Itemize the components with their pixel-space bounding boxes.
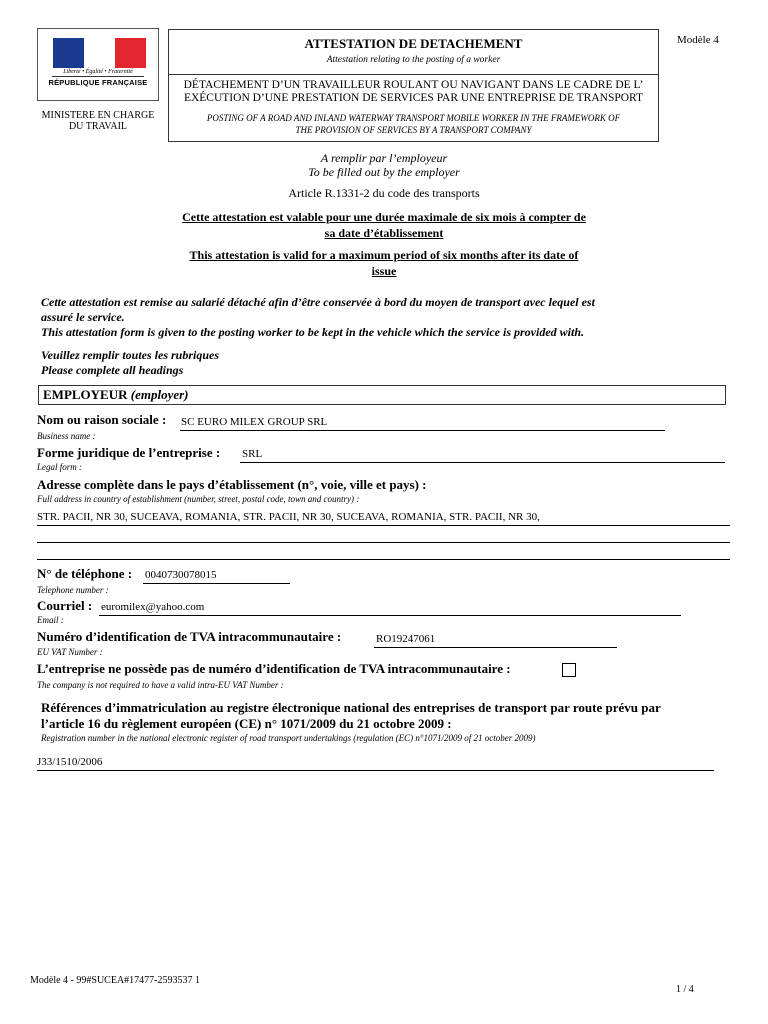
employer-section-header: EMPLOYEUR (employer) [38,385,726,405]
name-label: Nom ou raison sociale : [37,412,167,427]
legal-form-field[interactable]: SRL [242,448,263,460]
email-field[interactable]: euromilex@yahoo.com [101,601,205,613]
modele-label: Modèle 4 [677,34,719,46]
republique-francaise-logo [37,28,159,101]
email-label: Courriel : [37,598,93,613]
logo-motto: Liberté • Égalité • Fraternité [63,69,133,75]
article-ref: Article R.1331-2 du code des transports [288,186,480,200]
remise-notice: Cette attestation est remise au salarié détaché afin d’être conservée à bord du moyen de transport avec lequel est assuré le service. This attestation form is given to the posting worker to be kept in the vehicle which the service is provided with. [41,295,595,339]
vat-label-en: EU VAT Number : [37,647,103,657]
vat-field[interactable]: RO19247061 [376,633,436,645]
fill-fr: A remplir par l’employeur [320,151,448,165]
subtitle: DÉTACHEMENT D’UN TRAVAILLEUR ROULANT OU NAVIGANT DANS LE CADRE DE L’ EXÉCUTION D’UNE PRESTATION DE SERVICES PAR UNE ENTREPRISE DE TRANSPORT [183,79,644,104]
title-box [168,29,659,142]
page-title-en: Attestation relating to the posting of a worker [326,55,501,65]
no-vat-label-en: The company is not required to have a valid intra-EU VAT Number : [37,680,284,690]
email-label-en: Email : [37,615,64,625]
fill-en: To be filled out by the employer [308,165,460,179]
registration-label-en: Registration number in the national electronic register of road transport undertakings (regulation (EC) n°1071/2009 of 21 october 2009) [41,733,536,743]
registration-label: Références d’immatriculation au registre électronique national des entreprises de transport par route prévu par l’article 16 du règlement européen (CE) n° 1071/2009 du 21 octobre 2009 : [41,700,661,731]
page-number: 1 / 4 [676,984,694,995]
no-vat-label: L’entreprise ne possède pas de numéro d’identification de TVA intracommunautaire : [37,661,511,676]
footer-reference: Modèle 4 - 99#SUCEA#17477-2593537 1 [30,975,200,986]
validity-en: This attestation is valid for a maximum period of six months after its date of issue [189,248,579,278]
registration-field[interactable]: J33/1510/2006 [37,756,103,768]
ministere-label: MINISTERE EN CHARGE DU TRAVAIL [41,110,155,132]
vat-label: Numéro d’identification de TVA intracommunautaire : [37,629,342,644]
no-vat-checkbox[interactable] [562,663,576,677]
subtitle-en: POSTING OF A ROAD AND INLAND WATERWAY TRANSPORT MOBILE WORKER IN THE FRAMEWORK OF THE PROVISION OF SERVICES BY A TRANSPORT COMPANY [206,113,621,135]
address-label: Adresse complète dans le pays d’établissement (n°, voie, ville et pays) : [37,477,427,492]
complete-notice: Veuillez remplir toutes les rubriques Please complete all headings [41,348,220,377]
name-label-en: Business name : [37,431,96,441]
address-label-en: Full address in country of establishment (number, street, postal code, town and country) : [37,494,360,504]
name-field[interactable]: SC EURO MILEX GROUP SRL [181,416,328,428]
phone-label: N° de téléphone : [37,566,133,581]
phone-field[interactable]: 0040730078015 [145,569,217,581]
validity-fr: Cette attestation est valable pour une durée maximale de six mois à compter de sa date d’établissement [182,210,586,240]
legal-form-label: Forme juridique de l’entreprise : [37,445,221,460]
marianne-flag-icon [53,38,146,68]
legal-form-label-en: Legal form : [37,462,82,472]
phone-label-en: Telephone number : [37,585,109,595]
page-title: ATTESTATION DE DETACHEMENT [304,36,523,51]
address-field[interactable]: STR. PACII, NR 30, SUCEAVA, ROMANIA, STR. PACII, NR 30, SUCEAVA, ROMANIA, STR. PACII, NR 30, [37,511,540,523]
logo-republique: RÉPUBLIQUE FRANÇAISE [48,78,148,87]
